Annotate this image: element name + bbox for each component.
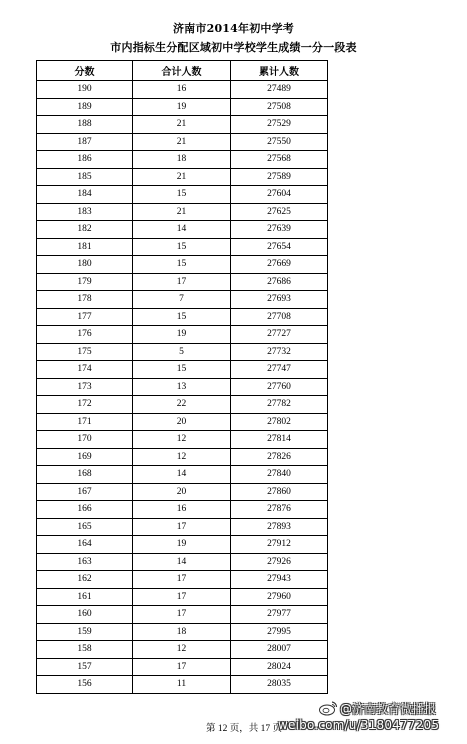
cell-cumulative: 27654 <box>231 238 328 256</box>
table-row <box>37 466 328 484</box>
table-row <box>37 291 328 309</box>
cell-score: 176 <box>37 326 133 344</box>
table-row <box>37 133 328 151</box>
cell-count: 12 <box>133 431 231 449</box>
cell-score: 171 <box>37 413 133 431</box>
cell-count: 15 <box>133 361 231 379</box>
cell-cumulative: 27802 <box>231 413 328 431</box>
cell-score: 162 <box>37 571 133 589</box>
table-row <box>37 553 328 571</box>
table-row <box>37 448 328 466</box>
cell-cumulative: 27589 <box>231 168 328 186</box>
cell-count: 15 <box>133 308 231 326</box>
cell-cumulative: 28024 <box>231 658 328 676</box>
cell-cumulative: 27760 <box>231 378 328 396</box>
cell-cumulative: 27893 <box>231 518 328 536</box>
cell-score: 170 <box>37 431 133 449</box>
cell-count: 7 <box>133 291 231 309</box>
table-row <box>37 256 328 274</box>
cell-count: 18 <box>133 623 231 641</box>
table-row <box>37 81 328 99</box>
cell-cumulative: 27693 <box>231 291 328 309</box>
table-row <box>37 676 328 694</box>
table-row <box>37 361 328 379</box>
table-row <box>37 168 328 186</box>
cell-count: 15 <box>133 256 231 274</box>
column-header-count: 合计人数 <box>133 61 231 81</box>
cell-count: 20 <box>133 483 231 501</box>
cell-score: 183 <box>37 203 133 221</box>
table-row <box>37 431 328 449</box>
cell-score: 184 <box>37 186 133 204</box>
table-row <box>37 606 328 624</box>
cell-count: 16 <box>133 501 231 519</box>
table-row <box>37 151 328 169</box>
cell-count: 19 <box>133 326 231 344</box>
cell-score: 186 <box>37 151 133 169</box>
cell-count: 15 <box>133 238 231 256</box>
cell-count: 20 <box>133 413 231 431</box>
table-row <box>37 186 328 204</box>
cell-score: 157 <box>37 658 133 676</box>
cell-count: 16 <box>133 81 231 99</box>
cell-cumulative: 28007 <box>231 641 328 659</box>
cell-score: 187 <box>37 133 133 151</box>
page-number: 第 12 页，共 17 页 <box>206 724 283 734</box>
cell-cumulative: 27876 <box>231 501 328 519</box>
cell-cumulative: 27669 <box>231 256 328 274</box>
cell-score: 181 <box>37 238 133 256</box>
cell-cumulative: 27686 <box>231 273 328 291</box>
table-row <box>37 203 328 221</box>
table-row <box>37 343 328 361</box>
cell-cumulative: 27747 <box>231 361 328 379</box>
watermark-url: weibo.com/u/3180477205 <box>278 718 440 732</box>
weibo-logo-icon <box>318 700 338 716</box>
table-row <box>37 588 328 606</box>
cell-cumulative: 27732 <box>231 343 328 361</box>
cell-count: 14 <box>133 221 231 239</box>
watermark-account-name: @济南教育微播报 <box>340 702 437 716</box>
cell-score: 189 <box>37 98 133 116</box>
cell-count: 13 <box>133 378 231 396</box>
table-body <box>37 81 328 694</box>
table-row <box>37 658 328 676</box>
cell-cumulative: 27826 <box>231 448 328 466</box>
cell-cumulative: 27782 <box>231 396 328 414</box>
cell-score: 185 <box>37 168 133 186</box>
cell-cumulative: 27508 <box>231 98 328 116</box>
cell-count: 19 <box>133 98 231 116</box>
cell-count: 5 <box>133 343 231 361</box>
table-row <box>37 378 328 396</box>
cell-cumulative: 27912 <box>231 536 328 554</box>
cell-cumulative: 27604 <box>231 186 328 204</box>
cell-cumulative: 27489 <box>231 81 328 99</box>
cell-cumulative: 27727 <box>231 326 328 344</box>
cell-cumulative: 27840 <box>231 466 328 484</box>
cell-cumulative: 27550 <box>231 133 328 151</box>
cell-count: 17 <box>133 518 231 536</box>
table-row <box>37 623 328 641</box>
cell-count: 17 <box>133 571 231 589</box>
table-row <box>37 641 328 659</box>
cell-score: 159 <box>37 623 133 641</box>
table-row <box>37 483 328 501</box>
table-header-row <box>37 61 328 81</box>
cell-score: 188 <box>37 116 133 134</box>
cell-score: 168 <box>37 466 133 484</box>
cell-score: 175 <box>37 343 133 361</box>
cell-score: 167 <box>37 483 133 501</box>
cell-cumulative: 27943 <box>231 571 328 589</box>
cell-cumulative: 27568 <box>231 151 328 169</box>
cell-cumulative: 27960 <box>231 588 328 606</box>
cell-count: 17 <box>133 606 231 624</box>
table-row <box>37 273 328 291</box>
cell-count: 21 <box>133 203 231 221</box>
table-row <box>37 326 328 344</box>
cell-score: 173 <box>37 378 133 396</box>
cell-count: 11 <box>133 676 231 694</box>
cell-score: 180 <box>37 256 133 274</box>
column-header-score: 分数 <box>37 61 133 81</box>
cell-score: 190 <box>37 81 133 99</box>
cell-count: 18 <box>133 151 231 169</box>
cell-cumulative: 27995 <box>231 623 328 641</box>
cell-cumulative: 27814 <box>231 431 328 449</box>
document-subtitle: 市内指标生分配区域初中学校学生成绩一分一段表 <box>110 41 357 54</box>
table-row <box>37 221 328 239</box>
cell-score: 182 <box>37 221 133 239</box>
cell-count: 17 <box>133 658 231 676</box>
table-row <box>37 98 328 116</box>
cell-count: 21 <box>133 168 231 186</box>
cell-count: 21 <box>133 133 231 151</box>
cell-cumulative: 27639 <box>231 221 328 239</box>
cell-cumulative: 27625 <box>231 203 328 221</box>
cell-score: 163 <box>37 553 133 571</box>
cell-count: 14 <box>133 553 231 571</box>
cell-cumulative: 27708 <box>231 308 328 326</box>
cell-cumulative: 27860 <box>231 483 328 501</box>
table-row <box>37 501 328 519</box>
cell-count: 14 <box>133 466 231 484</box>
cell-count: 21 <box>133 116 231 134</box>
table-row <box>37 238 328 256</box>
cell-count: 22 <box>133 396 231 414</box>
cell-cumulative: 28035 <box>231 676 328 694</box>
cell-score: 179 <box>37 273 133 291</box>
cell-count: 12 <box>133 448 231 466</box>
cell-count: 15 <box>133 186 231 204</box>
table-row <box>37 116 328 134</box>
cell-score: 158 <box>37 641 133 659</box>
cell-score: 166 <box>37 501 133 519</box>
table-row <box>37 571 328 589</box>
cell-cumulative: 27977 <box>231 606 328 624</box>
cell-score: 169 <box>37 448 133 466</box>
cell-score: 164 <box>37 536 133 554</box>
cell-count: 12 <box>133 641 231 659</box>
table-row <box>37 413 328 431</box>
document-title: 济南市2014年初中学考 <box>172 22 294 35</box>
cell-count: 17 <box>133 588 231 606</box>
cell-score: 177 <box>37 308 133 326</box>
cell-count: 19 <box>133 536 231 554</box>
cell-count: 17 <box>133 273 231 291</box>
table-row <box>37 308 328 326</box>
cell-score: 174 <box>37 361 133 379</box>
cell-score: 172 <box>37 396 133 414</box>
cell-score: 178 <box>37 291 133 309</box>
cell-score: 160 <box>37 606 133 624</box>
column-header-cumulative: 累计人数 <box>231 61 328 81</box>
score-distribution-table <box>36 60 328 694</box>
table-row <box>37 518 328 536</box>
cell-score: 165 <box>37 518 133 536</box>
table-row <box>37 396 328 414</box>
cell-score: 156 <box>37 676 133 694</box>
cell-score: 161 <box>37 588 133 606</box>
cell-cumulative: 27529 <box>231 116 328 134</box>
cell-cumulative: 27926 <box>231 553 328 571</box>
table-row <box>37 536 328 554</box>
